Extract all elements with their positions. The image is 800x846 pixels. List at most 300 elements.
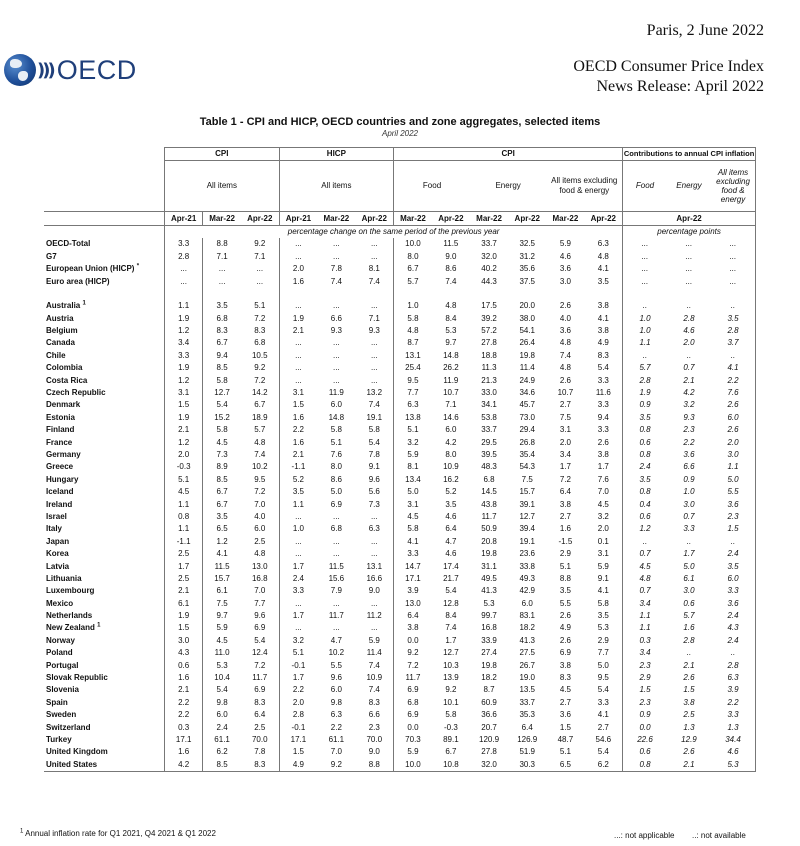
contribution-cell: 0.6 — [623, 511, 667, 523]
table-cell: 12.8 — [443, 598, 459, 608]
contribution-cell: ... — [685, 251, 693, 261]
table-cell: 8.8 — [355, 759, 393, 772]
legend-not-available: ..: not available — [692, 831, 746, 840]
table-cell: ... — [279, 548, 317, 560]
table-cell: 8.7 — [394, 337, 432, 349]
table-cell: 3.0 — [165, 635, 203, 647]
table-cell: 33.8 — [519, 561, 536, 571]
table-cell: 11.4 — [366, 648, 382, 658]
contribution-cell: .. — [623, 300, 667, 312]
table-cell: 10.5 — [251, 350, 268, 360]
contribution-cell: 2.4 — [711, 548, 755, 560]
table-cell: 7.3 — [368, 499, 380, 509]
contribution-cell: 4.8 — [623, 573, 667, 585]
contribution-cell: 6.0 — [711, 412, 755, 424]
contribution-cell: 2.1 — [667, 759, 711, 772]
table-cell: 4.8 — [254, 437, 266, 447]
table-cell: 6.3 — [597, 239, 609, 249]
table-cell: 23.6 — [519, 549, 536, 559]
contribution-cell: .. — [711, 536, 755, 548]
table-cell: 1.9 — [165, 412, 203, 424]
table-cell: 33.0 — [481, 388, 497, 398]
table-cell: 120.9 — [479, 734, 500, 744]
table-cell: 43.8 — [481, 499, 497, 509]
table-cell: 3.5 — [203, 511, 241, 523]
contribution-cell: 1.2 — [623, 523, 667, 535]
table-cell: ... — [279, 350, 317, 362]
table-cell: 1.6 — [279, 412, 317, 424]
contribution-cell: 1.5 — [711, 523, 755, 535]
period-header: Apr-21 — [165, 212, 203, 225]
row-label — [44, 300, 165, 312]
table-cell: 1.0 — [394, 300, 432, 312]
table-cell: ... — [279, 251, 317, 263]
period-header: Apr-22 — [584, 212, 622, 225]
contribution-cell: 5.0 — [683, 561, 695, 571]
table-row — [44, 659, 756, 671]
table-cell: 3.1 — [394, 498, 432, 510]
table-cell: ... — [279, 622, 317, 634]
table-cell: 7.2 — [254, 313, 266, 323]
table-cell: 1.0 — [279, 523, 317, 535]
contribution-cell: ... — [711, 238, 755, 250]
table-cell: 1.6 — [165, 746, 203, 758]
contribution-cell: 2.4 — [623, 461, 667, 473]
contribution-cell: .. — [623, 350, 667, 362]
row-label — [44, 647, 165, 659]
table-cell: 11.6 — [595, 388, 611, 398]
table-cell: 5.0 — [330, 487, 342, 497]
table-cell: 2.7 — [559, 697, 571, 707]
row-label-text: G7 — [46, 251, 57, 261]
row-label — [44, 313, 165, 325]
table-cell: ... — [370, 350, 378, 360]
table-cell: 8.3 — [597, 350, 609, 360]
table-cell: 1.1 — [165, 498, 203, 510]
table-row — [44, 275, 756, 287]
table-cell: 1.2 — [165, 374, 203, 386]
table-cell: 9.1 — [368, 462, 380, 472]
table-cell: 3.8 — [559, 660, 571, 670]
table-cell: 8.7 — [483, 685, 495, 695]
table-cell: 8.8 — [203, 238, 241, 250]
contribution-cell: 2.8 — [711, 659, 755, 671]
table-cell: 2.0 — [165, 449, 203, 461]
contribution-cell: 1.7 — [683, 549, 695, 559]
release-title: OECD Consumer Price Index — [573, 58, 764, 75]
table-cell: 5.9 — [394, 746, 432, 758]
table-cell: 70.0 — [251, 734, 268, 744]
table-cell: 11.5 — [328, 561, 344, 571]
table-cell: -1.5 — [558, 536, 573, 546]
row-label — [44, 672, 165, 684]
table-cell: 61.1 — [203, 734, 241, 746]
table-cell: 4.7 — [445, 536, 457, 546]
table-cell: -0.1 — [279, 659, 317, 671]
contribution-cell: 0.8 — [623, 424, 667, 436]
contribution-cell: ... — [711, 275, 755, 287]
contribution-cell: 3.5 — [623, 412, 667, 424]
row-label — [44, 759, 165, 772]
table-cell: 10.3 — [443, 660, 459, 670]
table-cell: 27.8 — [481, 338, 497, 348]
table-cell: 4.5 — [203, 635, 241, 647]
table-cell: 7.4 — [559, 350, 571, 360]
table-cell: 9.8 — [330, 697, 342, 707]
table-row — [44, 610, 756, 622]
table-cell: 4.5 — [559, 685, 571, 695]
table-cell: 44.3 — [481, 276, 497, 286]
table-cell: 7.4 — [368, 276, 380, 286]
table-cell: 7.2 — [254, 660, 266, 670]
table-cell: ... — [279, 300, 317, 312]
contribution-cell: 0.0 — [623, 721, 667, 733]
table-cell: 9.4 — [597, 412, 609, 422]
table-cell: 39.2 — [481, 313, 497, 323]
table-cell: 7.1 — [368, 313, 380, 323]
table-cell: 2.4 — [279, 573, 317, 585]
table-cell: 19.8 — [481, 660, 497, 670]
legend-not-applicable: ...: not applicable — [614, 831, 675, 840]
table-cell: 7.8 — [254, 747, 266, 757]
table-cell: 48.3 — [481, 462, 497, 472]
table-cell: 54.6 — [595, 734, 612, 744]
contribution-cell: 9.3 — [683, 412, 695, 422]
table-cell: 5.1 — [394, 424, 432, 436]
table-cell: 8.0 — [330, 462, 342, 472]
table-cell: 1.7 — [445, 635, 457, 645]
table-cell: 6.4 — [445, 524, 457, 534]
table-cell: 1.7 — [597, 462, 609, 472]
table-cell: 2.2 — [279, 424, 317, 436]
table-cell: 5.9 — [368, 635, 380, 645]
row-label — [44, 449, 165, 461]
table-cell: 2.5 — [254, 536, 266, 546]
table-cell: 51.9 — [519, 747, 536, 757]
table-cell: 26.7 — [519, 660, 536, 670]
table-cell: 2.8 — [279, 709, 317, 721]
table-row — [44, 449, 756, 461]
table-cell: 9.5 — [254, 474, 266, 484]
table-cell: 2.1 — [165, 424, 203, 436]
table-cell: 5.8 — [394, 523, 432, 535]
table-cell: ... — [279, 374, 317, 386]
table-cell: 5.8 — [597, 598, 609, 608]
contribution-cell: 2.8 — [711, 325, 755, 337]
table-cell: 3.0 — [559, 276, 571, 286]
contribution-cell: 2.2 — [711, 374, 755, 386]
table-cell: 5.4 — [203, 684, 241, 696]
row-label-text: New Zealand — [46, 623, 95, 633]
table-cell: ... — [370, 301, 378, 311]
contribution-cell: 2.3 — [623, 659, 667, 671]
table-cell: 5.3 — [445, 326, 457, 336]
table-cell: ... — [256, 276, 264, 286]
contribution-cell: 3.7 — [711, 337, 755, 349]
table-cell: 5.0 — [394, 486, 432, 498]
table-cell: 5.4 — [445, 586, 457, 596]
table-cell: 5.0 — [597, 660, 609, 670]
table-cell: 8.3 — [254, 697, 266, 707]
contribution-cell: .. — [711, 350, 755, 362]
contribution-cell: 0.8 — [623, 449, 667, 461]
table-cell: 3.3 — [279, 585, 317, 597]
table-cell: 6.8 — [203, 313, 241, 325]
table-cell: 5.1 — [559, 561, 571, 571]
contribution-cell: 2.2 — [711, 697, 755, 709]
row-label-text: Colombia — [46, 363, 83, 373]
table-cell: 48.7 — [557, 734, 574, 744]
table-cell: 7.6 — [597, 474, 609, 484]
table-cell: 21.3 — [481, 375, 497, 385]
table-cell: 5.4 — [203, 399, 241, 411]
table-cell: 17.4 — [443, 561, 459, 571]
table-cell: 6.6 — [330, 313, 342, 323]
table-cell: 3.5 — [597, 611, 609, 621]
table-cell: 0.6 — [165, 659, 203, 671]
contribution-cell: 0.6 — [683, 598, 695, 608]
subheader-food: Food — [394, 161, 470, 212]
row-label — [44, 238, 165, 250]
row-label-text: Ireland — [46, 499, 73, 509]
table-cell: 24.9 — [519, 375, 536, 385]
table-cell: 8.4 — [445, 313, 457, 323]
table-cell: 6.7 — [254, 400, 266, 410]
row-label — [44, 523, 165, 535]
table-cell: 6.2 — [203, 746, 241, 758]
table-cell: 6.1 — [165, 598, 203, 610]
table-cell: 42.9 — [519, 586, 536, 596]
contribution-cell: 3.0 — [711, 449, 755, 461]
table-cell: 4.2 — [445, 437, 457, 447]
table-cell: 33.7 — [519, 697, 536, 707]
contribution-cell: 4.3 — [711, 622, 755, 634]
row-label — [44, 746, 165, 758]
table-cell: 6.4 — [254, 710, 266, 720]
row-label-text: Japan — [46, 536, 70, 546]
table-cell: 6.3 — [368, 524, 380, 534]
table-cell: 19.8 — [481, 549, 497, 559]
table-cell: 7.5 — [203, 598, 241, 610]
table-cell: 11.4 — [519, 363, 535, 373]
table-cell: 9.3 — [368, 326, 380, 336]
table-cell: 99.7 — [481, 611, 497, 621]
table-cell: 6.7 — [445, 747, 457, 757]
table-cell: 4.6 — [445, 511, 457, 521]
contribution-cell: 3.4 — [623, 598, 667, 610]
table-cell: 8.5 — [203, 474, 241, 486]
row-label-text: Greece — [46, 462, 74, 472]
subheader-contrib-energy: Energy — [667, 161, 711, 212]
table-cell: 9.6 — [254, 611, 266, 621]
row-label-text: Korea — [46, 549, 69, 559]
table-cell: 33.7 — [481, 239, 497, 249]
contribution-cell: 3.6 — [683, 450, 695, 459]
table-cell: 4.9 — [279, 759, 317, 772]
table-cell: 6.1 — [203, 585, 241, 597]
footnote-marker: 1 — [20, 828, 24, 835]
table-cell: 5.8 — [203, 374, 241, 386]
contribution-cell: ... — [685, 239, 693, 249]
table-cell: 3.8 — [394, 622, 432, 634]
table-cell: ... — [333, 536, 340, 546]
footnote-marker: * — [136, 263, 140, 270]
table-row — [44, 300, 756, 312]
table-row — [44, 647, 756, 659]
table-cell: 3.8 — [597, 301, 609, 311]
row-label-text: European Union (HICP) — [46, 264, 135, 274]
table-row — [44, 672, 756, 684]
table-cell: 34.1 — [481, 400, 497, 410]
row-label — [44, 498, 165, 510]
contribution-cell: 2.6 — [711, 399, 755, 411]
contribution-cell: 0.9 — [683, 474, 695, 484]
table-cell: 89.1 — [443, 734, 459, 744]
contribution-cell: 3.3 — [711, 709, 755, 721]
table-cell: 39.1 — [519, 499, 536, 509]
row-label-text: Poland — [46, 648, 73, 658]
row-label — [44, 548, 165, 560]
contribution-cell: 3.4 — [623, 647, 667, 659]
table-cell: 1.7 — [279, 560, 317, 572]
table-cell: 4.0 — [559, 313, 571, 323]
contribution-cell: 5.0 — [711, 474, 755, 486]
table-cell: 11.9 — [443, 375, 459, 385]
table-cell: 3.4 — [559, 450, 571, 459]
subheader-energy: Energy — [470, 161, 546, 212]
table-cell: 4.9 — [559, 623, 571, 633]
table-cell: 10.7 — [557, 388, 574, 398]
table-cell: 17.5 — [481, 301, 497, 311]
table-cell: 70.3 — [394, 734, 432, 746]
table-row — [44, 523, 756, 535]
contribution-cell: 1.0 — [683, 487, 695, 497]
contribution-cell: 2.8 — [623, 374, 667, 386]
table-row — [44, 412, 756, 424]
table-cell: 4.6 — [445, 549, 457, 559]
table-cell: 7.8 — [368, 450, 380, 459]
row-label-text: Sweden — [46, 710, 77, 720]
table-cell: 7.4 — [368, 685, 380, 695]
contribution-cell: 0.3 — [623, 635, 667, 647]
table-cell: 7.5 — [559, 412, 571, 422]
table-cell: 6.8 — [394, 697, 432, 709]
table-row — [44, 362, 756, 374]
table-cell: 2.6 — [559, 375, 571, 385]
table-cell: 2.8 — [165, 251, 203, 263]
contribution-cell: .. — [711, 300, 755, 312]
table-cell: 4.8 — [445, 301, 457, 311]
table-cell: 2.5 — [165, 573, 203, 585]
contribution-cell: 2.8 — [683, 635, 695, 645]
contribution-cell: 7.6 — [711, 387, 755, 399]
table-cell: 31.1 — [481, 561, 497, 571]
table-cell: 7.7 — [254, 598, 266, 608]
contribution-cell: 2.6 — [711, 424, 755, 436]
table-cell: 8.3 — [368, 697, 380, 707]
table-cell: 57.2 — [481, 326, 497, 336]
contribution-cell: 1.3 — [711, 721, 755, 733]
table-cell: 7.1 — [203, 251, 241, 263]
table-cell: 2.7 — [559, 511, 571, 521]
row-label-text: Canada — [46, 338, 75, 348]
row-label — [44, 659, 165, 671]
table-cell: 9.2 — [394, 647, 432, 659]
contribution-cell: .. — [686, 350, 692, 360]
table-cell: 11.5 — [203, 560, 241, 572]
table-cell: 19.8 — [519, 350, 536, 360]
table-cell: 13.2 — [366, 388, 383, 398]
contribution-cell: 3.3 — [683, 524, 695, 534]
table-cell: ... — [203, 263, 241, 275]
row-label-text: Turkey — [46, 734, 72, 744]
row-label — [44, 251, 165, 263]
row-label-text: Austria — [46, 313, 74, 323]
table-cell: 6.0 — [330, 685, 342, 695]
table-cell: 3.3 — [597, 375, 609, 385]
contribution-cell: ... — [711, 251, 755, 263]
table-cell: 3.1 — [559, 425, 571, 435]
period-header: Apr-22 — [355, 212, 393, 225]
table-cell: 6.8 — [483, 474, 495, 484]
table-cell: 10.2 — [251, 462, 268, 472]
table-cell: 6.5 — [546, 759, 584, 772]
table-cell: 1.5 — [279, 399, 317, 411]
contribution-cell: ... — [623, 275, 667, 287]
contribution-cell: 5.7 — [623, 362, 667, 374]
table-cell: 1.1 — [165, 523, 203, 535]
table-cell: 70.0 — [366, 734, 383, 744]
table-row — [44, 461, 756, 473]
table-cell: 6.4 — [521, 722, 533, 732]
contribution-cell: 1.1 — [623, 610, 667, 622]
contribution-cell: 1.1 — [623, 622, 667, 634]
table-cell: 83.1 — [519, 611, 536, 621]
row-label-text: Switzerland — [46, 722, 91, 732]
table-cell: ... — [333, 350, 340, 360]
table-cell: 34.6 — [519, 388, 536, 398]
table-cell: 10.2 — [328, 648, 345, 658]
table-cell: 10.4 — [203, 672, 241, 684]
row-label — [44, 337, 165, 349]
row-label-text: Netherlands — [46, 611, 93, 621]
row-label — [44, 461, 165, 473]
table-cell: 3.5 — [445, 499, 457, 509]
table-cell: 5.3 — [597, 623, 609, 633]
table-cell: 9.8 — [203, 697, 241, 709]
table-cell: 6.9 — [330, 499, 342, 509]
table-cell: 17.1 — [394, 573, 432, 585]
table-cell: 3.5 — [559, 586, 571, 596]
table-cell: ... — [333, 363, 340, 373]
row-label-text: Costa Rica — [46, 375, 88, 385]
table-cell: 6.4 — [559, 487, 571, 497]
table-cell: 20.8 — [481, 536, 497, 546]
period-header: Mar-22 — [203, 212, 241, 225]
footnote-marker: 1 — [82, 300, 86, 307]
contribution-cell: 1.9 — [623, 387, 667, 399]
table-cell: 5.9 — [203, 622, 241, 634]
period-header: Apr-22 — [241, 212, 279, 225]
table-cell: 1.2 — [203, 536, 241, 548]
table-cell: 37.5 — [519, 276, 536, 286]
table-cell: 4.5 — [165, 486, 203, 498]
contribution-cell: 3.6 — [711, 598, 755, 610]
table-cell: 16.2 — [443, 474, 459, 484]
table-cell: 32.0 — [481, 251, 497, 261]
contribution-cell: 0.7 — [623, 585, 667, 597]
table-cell: 3.8 — [559, 499, 571, 509]
